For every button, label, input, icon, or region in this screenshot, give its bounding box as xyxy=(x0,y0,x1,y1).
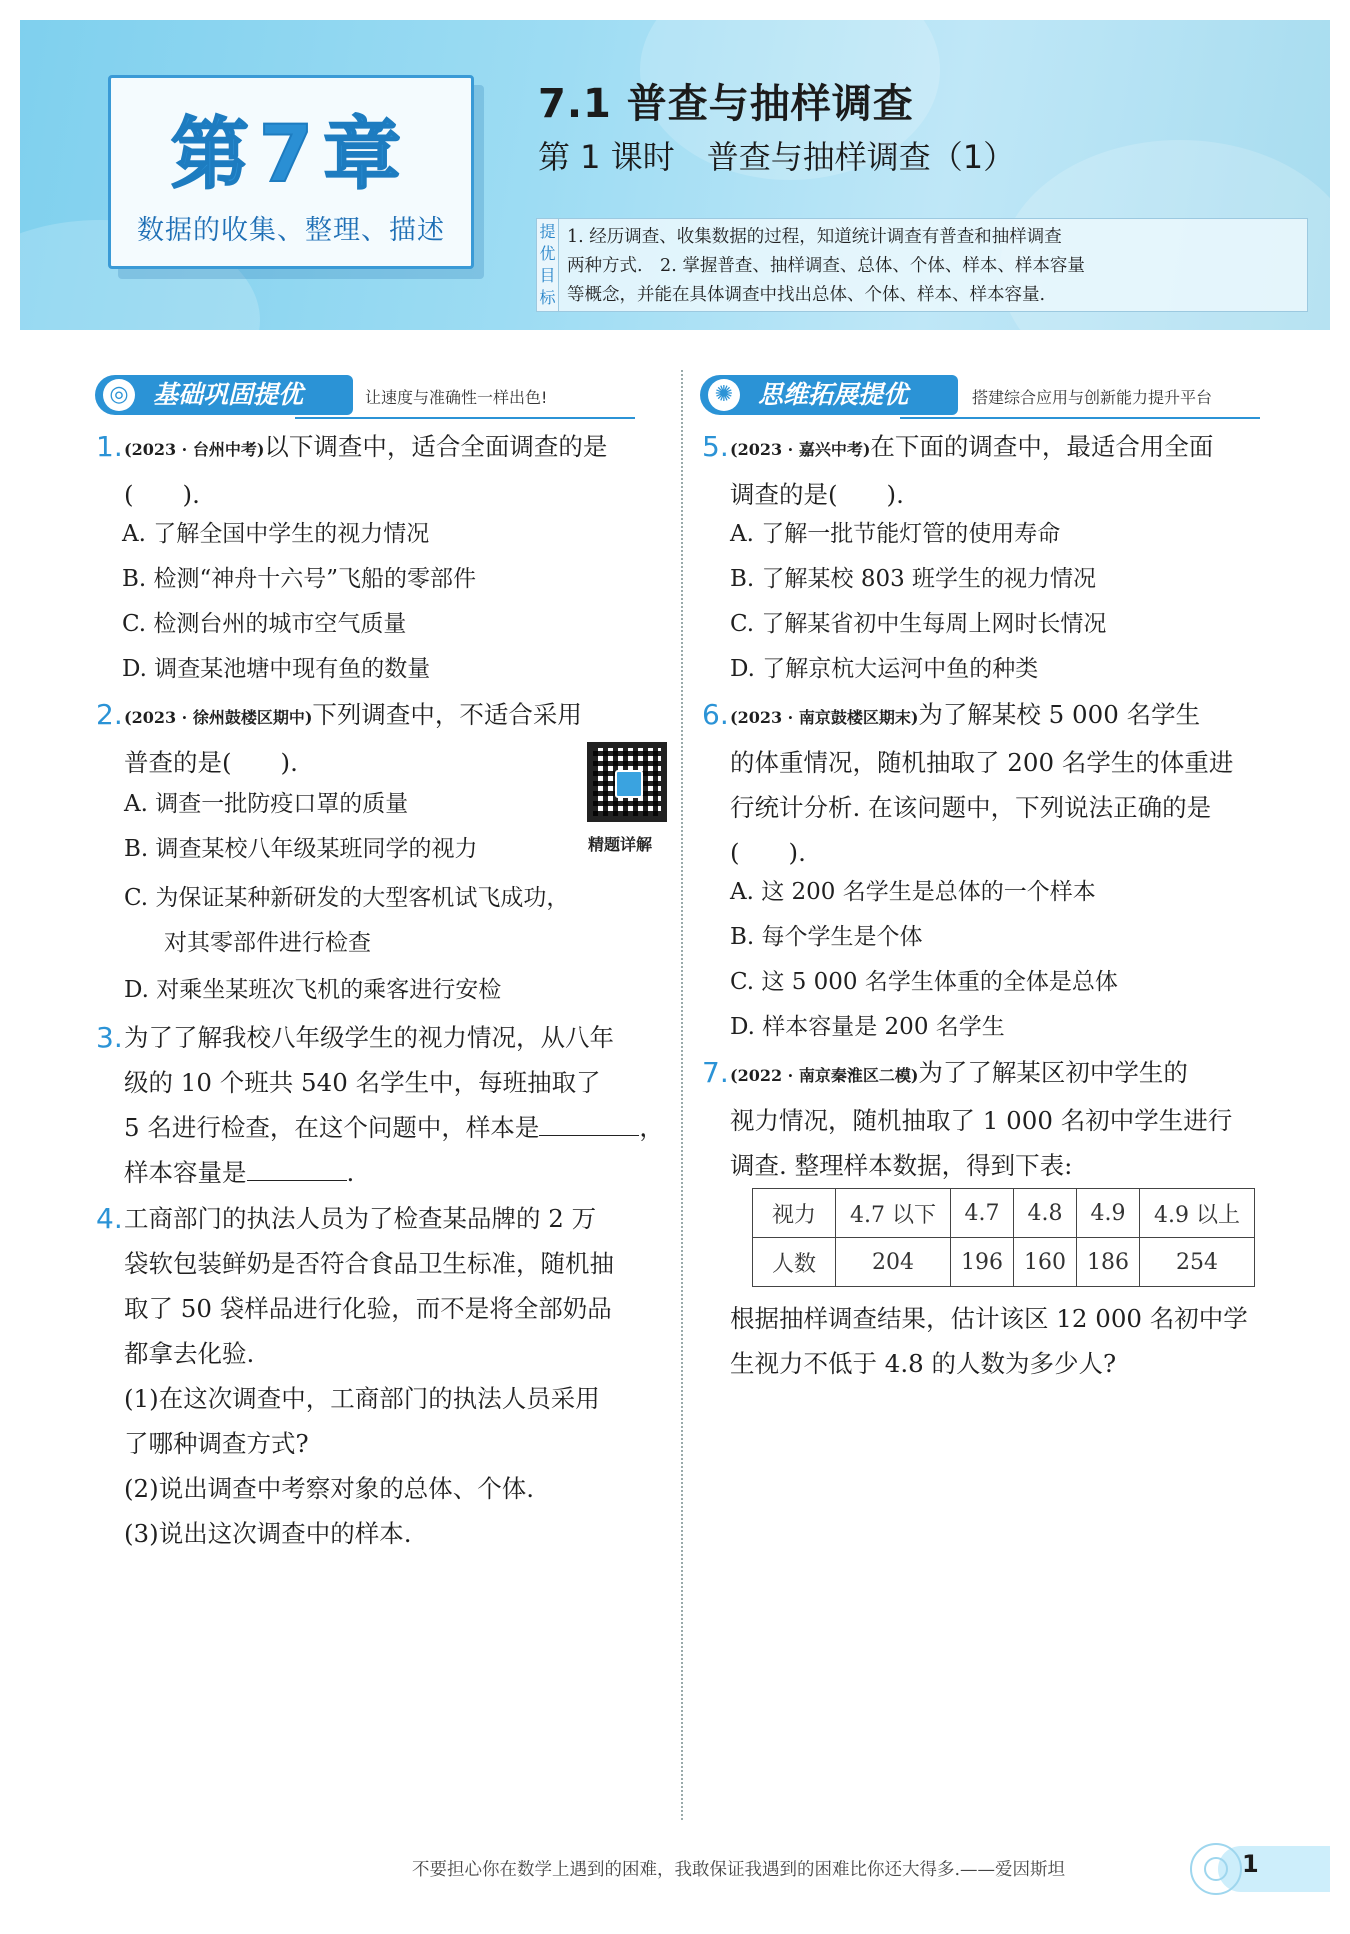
question-number: 7. xyxy=(702,1056,729,1089)
left-section-banner xyxy=(95,375,635,419)
goals-line: 两种方式. 2. 掌握普查、抽样调查、总体、个体、样本、样本容量 xyxy=(567,256,1085,276)
question-text: 5 名进行检查，在这个问题中，样本是 xyxy=(124,1113,540,1142)
banner-title: ◎ 基础巩固提优 xyxy=(95,375,353,415)
question-text: 样本容量是 xyxy=(124,1158,247,1187)
question-text: 普查的是( ). xyxy=(124,748,298,777)
table-cell: 4.9 以上 xyxy=(1140,1189,1255,1238)
answer-blank[interactable] xyxy=(539,1107,639,1136)
question-7-prompt xyxy=(730,1296,1290,1386)
chapter-subtitle: 数据的收集、整理、描述 xyxy=(137,215,445,246)
option-c-continued: 对其零部件进行检查 xyxy=(164,930,371,956)
question-text: 根据抽样调查结果，估计该区 12 000 名初中学 xyxy=(730,1304,1248,1333)
target-icon: ◎ xyxy=(103,379,135,411)
section-title: 7.1 普查与抽样调查 xyxy=(538,81,914,127)
question-source: (2023 · 徐州鼓楼区期中) xyxy=(124,708,313,727)
question-text: 生视力不低于 4.8 的人数为多少人? xyxy=(730,1349,1117,1378)
banner-title: ✺ 思维拓展提优 xyxy=(700,375,958,415)
banner-rule xyxy=(900,417,1260,419)
question-text: ( ). xyxy=(124,480,200,509)
question-text: 袋软包装鲜奶是否符合食品卫生标准，随机抽 xyxy=(124,1249,614,1278)
play-icon xyxy=(615,770,643,798)
learning-goals xyxy=(536,218,1308,312)
question-text: 调查. 整理样本数据，得到下表: xyxy=(730,1151,1073,1180)
question-source: (2023 · 嘉兴中考) xyxy=(730,440,871,459)
option-c: C. 这 5 000 名学生体重的全体是总体 xyxy=(730,969,1118,995)
table-cell: 4.9 xyxy=(1077,1189,1140,1238)
option-d: D. 了解京杭大运河中鱼的种类 xyxy=(730,656,1039,682)
banner-tagline: 让速度与准确性一样出色! xyxy=(365,388,548,407)
option-c: C. 了解某省初中生每周上网时长情况 xyxy=(730,611,1107,637)
question-1 xyxy=(96,424,674,517)
question-text: 下列调查中，不适合采用 xyxy=(312,700,582,729)
option-c: C. 检测台州的城市空气质量 xyxy=(122,611,407,637)
goals-text xyxy=(567,223,1297,310)
table-cell: 160 xyxy=(1014,1238,1077,1287)
question-text: 以下调查中，适合全面调查的是 xyxy=(264,432,608,461)
question-source: (2023 · 台州中考) xyxy=(124,440,265,459)
question-text: 调查的是( ). xyxy=(730,480,904,509)
lesson-title: 第 1 课时 普查与抽样调查（1） xyxy=(538,138,1016,176)
question-number: 5. xyxy=(702,430,729,463)
question-number: 3. xyxy=(96,1021,123,1054)
chapter-header xyxy=(20,20,1330,330)
chapter-title: 第7章 xyxy=(170,110,412,200)
sub-question-3: (3)说出这次调查中的样本. xyxy=(124,1519,412,1548)
option-b: B. 调查某校八年级某班同学的视力 xyxy=(124,836,478,862)
table-cell: 196 xyxy=(951,1238,1014,1287)
target-icon xyxy=(1190,1843,1242,1895)
question-text: 级的 10 个班共 540 名学生中，每班抽取了 xyxy=(124,1068,601,1097)
question-text: 为了解某校 5 000 名学生 xyxy=(918,700,1201,729)
option-a: A. 这 200 名学生是总体的一个样本 xyxy=(730,879,1096,905)
option-b: B. 每个学生是个体 xyxy=(730,924,923,950)
punctuation: . xyxy=(346,1158,355,1187)
banner-rule xyxy=(295,417,635,419)
question-text: 在下面的调查中，最适合用全面 xyxy=(870,432,1214,461)
question-text: 为了了解我校八年级学生的视力情况，从八年 xyxy=(124,1023,614,1052)
qr-code-icon[interactable] xyxy=(587,742,667,822)
option-a: A. 调查一批防疫口罩的质量 xyxy=(124,791,409,817)
page-number: 1 xyxy=(1242,1850,1259,1878)
option-d: D. 调查某池塘中现有鱼的数量 xyxy=(122,656,431,682)
right-section-banner xyxy=(700,375,1260,419)
question-number: 6. xyxy=(702,698,729,731)
question-text: 都拿去化验. xyxy=(124,1339,255,1368)
option-d: D. 对乘坐某班次飞机的乘客进行安检 xyxy=(124,977,502,1003)
table-row xyxy=(753,1238,1255,1287)
sub-question-1-cont: 了哪种调查方式? xyxy=(124,1429,309,1458)
answer-blank[interactable] xyxy=(247,1152,347,1181)
atom-icon: ✺ xyxy=(708,379,740,411)
table-cell: 人数 xyxy=(753,1238,836,1287)
table-cell: 4.8 xyxy=(1014,1189,1077,1238)
column-divider xyxy=(681,370,683,1820)
table-cell: 254 xyxy=(1140,1238,1255,1287)
option-b: B. 了解某校 803 班学生的视力情况 xyxy=(730,566,1097,592)
table-cell: 186 xyxy=(1077,1238,1140,1287)
table-cell: 204 xyxy=(836,1238,951,1287)
question-number: 4. xyxy=(96,1202,123,1235)
table-cell: 4.7 以下 xyxy=(836,1189,951,1238)
question-text: 行统计分析. 在该问题中，下列说法正确的是 xyxy=(730,793,1212,822)
question-4 xyxy=(96,1196,674,1556)
question-text: 为了了解某区初中学生的 xyxy=(918,1058,1188,1087)
qr-label: 精题详解 xyxy=(588,835,653,854)
footer-quote: 不要担心你在数学上遇到的困难，我敢保证我遇到的困难比你还大得多.——爱因斯坦 xyxy=(412,1860,1066,1880)
question-5 xyxy=(702,424,1290,517)
sub-question-2: (2)说出调查中考察对象的总体、个体. xyxy=(124,1474,534,1503)
table-header-row xyxy=(753,1189,1255,1238)
goals-line: 1. 经历调查、收集数据的过程，知道统计调查有普查和抽样调查 xyxy=(567,227,1062,247)
option-b: B. 检测“神舟十六号”飞船的零部件 xyxy=(122,566,477,592)
question-3 xyxy=(96,1015,674,1195)
question-text: ( ). xyxy=(730,838,806,867)
goals-line: 等概念，并能在具体调查中找出总体、个体、样本、样本容量. xyxy=(567,285,1046,305)
option-d: D. 样本容量是 200 名学生 xyxy=(730,1014,1005,1040)
question-number: 1. xyxy=(96,430,123,463)
question-source: (2022 · 南京秦淮区二模) xyxy=(730,1066,919,1085)
banner-tagline: 搭建综合应用与创新能力提升平台 xyxy=(972,388,1213,407)
question-text: 视力情况，随机抽取了 1 000 名初中学生进行 xyxy=(730,1106,1233,1135)
question-text: 取了 50 袋样品进行化验，而不是将全部奶品 xyxy=(124,1294,612,1323)
chapter-box xyxy=(108,75,474,269)
punctuation: ， xyxy=(639,1113,664,1142)
table-cell: 视力 xyxy=(753,1189,836,1238)
question-source: (2023 · 南京鼓楼区期末) xyxy=(730,708,919,727)
option-a: A. 了解一批节能灯管的使用寿命 xyxy=(730,521,1061,547)
question-text: 的体重情况，随机抽取了 200 名学生的体重进 xyxy=(730,748,1234,777)
question-text: 工商部门的执法人员为了检查某品牌的 2 万 xyxy=(124,1204,597,1233)
sub-question-1: (1)在这次调查中，工商部门的执法人员采用 xyxy=(124,1384,600,1413)
option-a: A. 了解全国中学生的视力情况 xyxy=(122,521,430,547)
question-6 xyxy=(702,692,1290,875)
vision-data-table xyxy=(752,1188,1255,1287)
option-c: C. 为保证某种新研发的大型客机试飞成功， xyxy=(124,885,570,911)
table-cell: 4.7 xyxy=(951,1189,1014,1238)
question-7 xyxy=(702,1050,1290,1188)
goals-tag: 提优目标 xyxy=(537,219,559,311)
question-number: 2. xyxy=(96,698,123,731)
